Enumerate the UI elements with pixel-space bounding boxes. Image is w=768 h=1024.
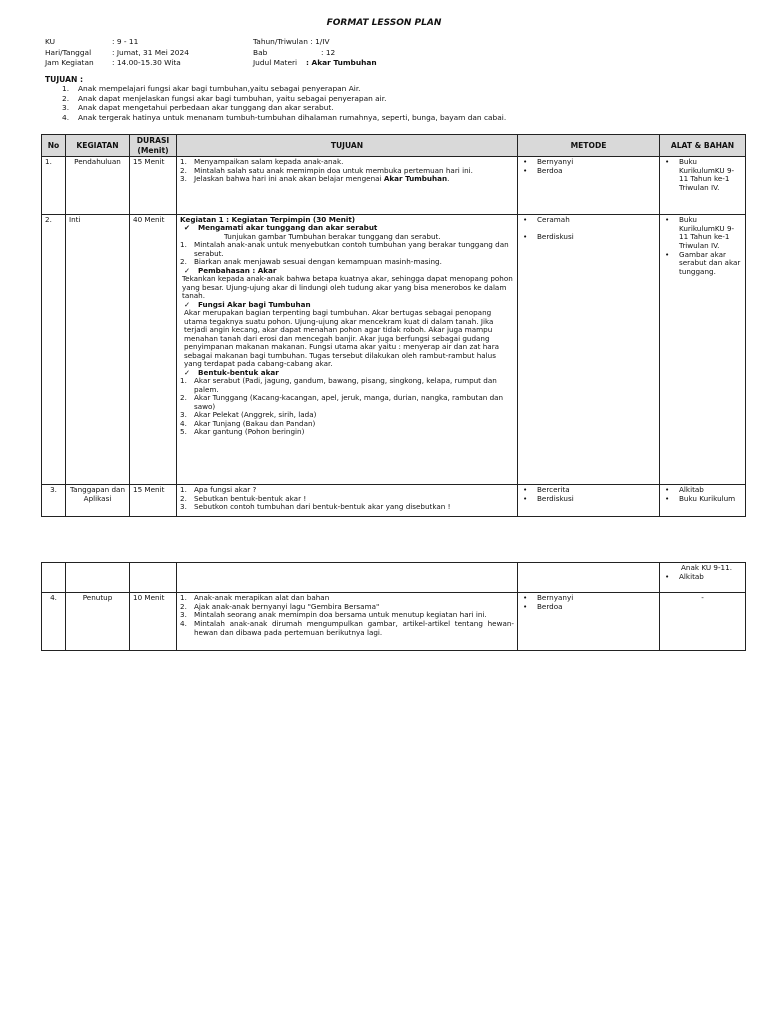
row-durasi: 15 Menit xyxy=(130,485,177,517)
row-kegiatan: Tanggapan dan Aplikasi xyxy=(66,485,130,517)
info-label: Bab xyxy=(253,47,268,57)
row-alat: - xyxy=(660,593,746,651)
row-tujuan: Kegiatan 1 : Kegiatan Terpimpin (30 Menit) ✔ Mengamati akar tunggang dan akar serabut Tunjukan gambar Tumbuhan berakar tunggang dan serabut. 1. Mintalah anak-anak untuk menyebutkan contoh tumbuhan yang berakar tunggang dan serabut. 2. Biarkan anak menjawab sesuai dengan kemampuan masinh-masing. ✓ Pembahasan : Akar Tekankan kepada anak-anak bahwa betapa kuatnya akar, sehingga dapat menopang pohon yang besar. Ujung-ujung akar di lindungi oleh tudung akar yang bisa menerobos ke dalam tanah. ✓ Fungsi Akar bagi Tumbuhan Akar merupakan bagian terpenting bagi tumbuhan. Akar bertugas sebagai penopang utama tegaknya suatu pohon. Ujung-ujung akar mencekram kuat di dalam tanah. Jika terjadi angin kecang, akar dapat menahan pohon agar tidak roboh. Akar juga mampu menahan tanah dari erosi dan mencegah banjir. Akar juga berfungsi sebagai gudang penyimpanan makanan makanan. Fungsi utama akar yaitu : menyerap air dan zat hara sebagai makanan bagi tumbuhan. Tugas tersebut dilakukan oleh rambut-rambut halus yang terdapat pada cabang-cabang akar. ✓ Bentuk-bentuk akar 1. Akar serabut (Padi, jagung, gandum, bawang, pisang, singkong, kelapa, rumput dan palem. 2. Akar Tunggang (Kacang-kacangan, apel, jeruk, manga, durian, nangka, rambutan dan sawo) 3. Akar Pelekat (Anggrek, sirih, lada) 4. Akar Tunjang (Bakau dan Pandan) 5. Akar gantung (Pohon beringin) xyxy=(177,215,518,485)
page-title: FORMAT LESSON PLAN xyxy=(326,18,442,28)
tujuan-list xyxy=(62,85,752,123)
list-item: 4. Anak tergerak hatinya untuk menanam tumbuh-tumbuhan dihalaman rumahnya, seperti, bunga, bayam dan cabai. xyxy=(62,112,507,122)
header-metode: METODE xyxy=(518,135,660,157)
row-metode: • Ceramah • Berdiskusi xyxy=(518,215,660,485)
header-no: No xyxy=(42,135,66,157)
info-value: : 9 - 11 xyxy=(112,37,139,46)
row-no: 4. xyxy=(42,593,66,651)
info-value: : Akar Tumbuhan xyxy=(306,58,377,67)
row-kegiatan: Pendahuluan xyxy=(66,157,130,215)
table-row xyxy=(42,157,746,215)
info-label: Tahun/Triwulan xyxy=(253,37,308,46)
row-no: 1. xyxy=(42,157,66,215)
table-row xyxy=(42,485,746,517)
row-metode: • Bernyanyi • Berdoa xyxy=(518,593,660,651)
header-alat: ALAT & BAHAN xyxy=(660,135,746,157)
row-tujuan: 1. Anak-anak merapikan alat dan bahan 2. Ajak anak-anak bernyanyi lagu "Gembira Bersama" 3. Mintalah seorang anak memimpin doa bersama untuk menutup kegiatan hari ini. 4. Mintalah anak-anak dirumah mengumpulkan gambar, artikel-artikel tentang hewan-hewan dan dibawa pada pertemuan berikutnya lagi. xyxy=(177,593,518,651)
list-item: 3. Anak dapat mengetahui perbedaan akar tunggang dan akar serabut. xyxy=(62,103,334,113)
info-left xyxy=(45,38,189,70)
row-alat: • Buku KurikulumKU 9-11 Tahun ke-1 Triwulan IV. • Gambar akar serabut dan akar tunggang. xyxy=(660,215,746,485)
row-durasi: 15 Menit xyxy=(130,157,177,215)
row-alat: • Buku KurikulumKU 9-11 Tahun ke-1 Triwulan IV. xyxy=(660,157,746,215)
table-row xyxy=(42,563,746,593)
row-metode: • Bercerita • Berdiskusi xyxy=(518,485,660,517)
info-value: : 14.00-15.30 Wita xyxy=(112,58,181,67)
table-row xyxy=(42,215,746,485)
row-tujuan: 1. Menyampaikan salam kepada anak-anak. 2. Mintalah salah satu anak memimpin doa untuk membuka pertemuan hari ini. 3. Jelaskan bahwa hari ini anak akan belajar mengenai Akar Tumbuhan. xyxy=(177,157,518,215)
row-tujuan: 1. Apa fungsi akar ? 2. Sebutkan bentuk-bentuk akar ! 3. Sebutkon contoh tumbuhan dari bentuk-bentuk akar yang disebutkan ! xyxy=(177,485,518,517)
info-value: : Jumat, 31 Mei 2024 xyxy=(112,47,189,57)
info-label: Jam Kegiatan xyxy=(45,58,94,67)
info-value: : 12 xyxy=(321,47,336,57)
info-label: KU xyxy=(45,37,56,46)
list-item: 1. Anak mempelajari fungsi akar bagi tumbuhan,yaitu sebagai penyerapan Air. xyxy=(62,84,361,93)
lesson-plan-table-continued xyxy=(41,562,746,651)
info-label: Judul Materi xyxy=(253,58,298,67)
header-durasi: DURASI (Menit) xyxy=(130,135,177,157)
row-kegiatan: Penutup xyxy=(66,593,130,651)
row-durasi: 40 Menit xyxy=(130,215,177,485)
row-alat: Anak KU 9-11. • Alkitab xyxy=(660,563,746,593)
info-right xyxy=(253,38,377,70)
list-item: 2. Anak dapat menjelaskan fungsi akar bagi tumbuhan, yaitu sebagai penyerapan air. xyxy=(62,93,387,103)
info-label: Hari/Tanggal xyxy=(45,47,92,57)
row-alat: • Alkitab • Buku Kurikulum xyxy=(660,485,746,517)
table-row xyxy=(42,593,746,651)
row-no: 3. xyxy=(42,485,66,517)
row-kegiatan: Inti xyxy=(66,215,130,485)
row-durasi: 10 Menit xyxy=(130,593,177,651)
header-kegiatan: KEGIATAN xyxy=(66,135,130,157)
row-metode: • Bernyanyi • Berdoa xyxy=(518,157,660,215)
tujuan-heading: TUJUAN : xyxy=(45,75,84,84)
lesson-plan-table xyxy=(41,134,746,517)
row-no: 2. xyxy=(42,215,66,485)
info-value: : 1/IV xyxy=(310,37,330,46)
header-tujuan: TUJUAN xyxy=(177,135,518,157)
